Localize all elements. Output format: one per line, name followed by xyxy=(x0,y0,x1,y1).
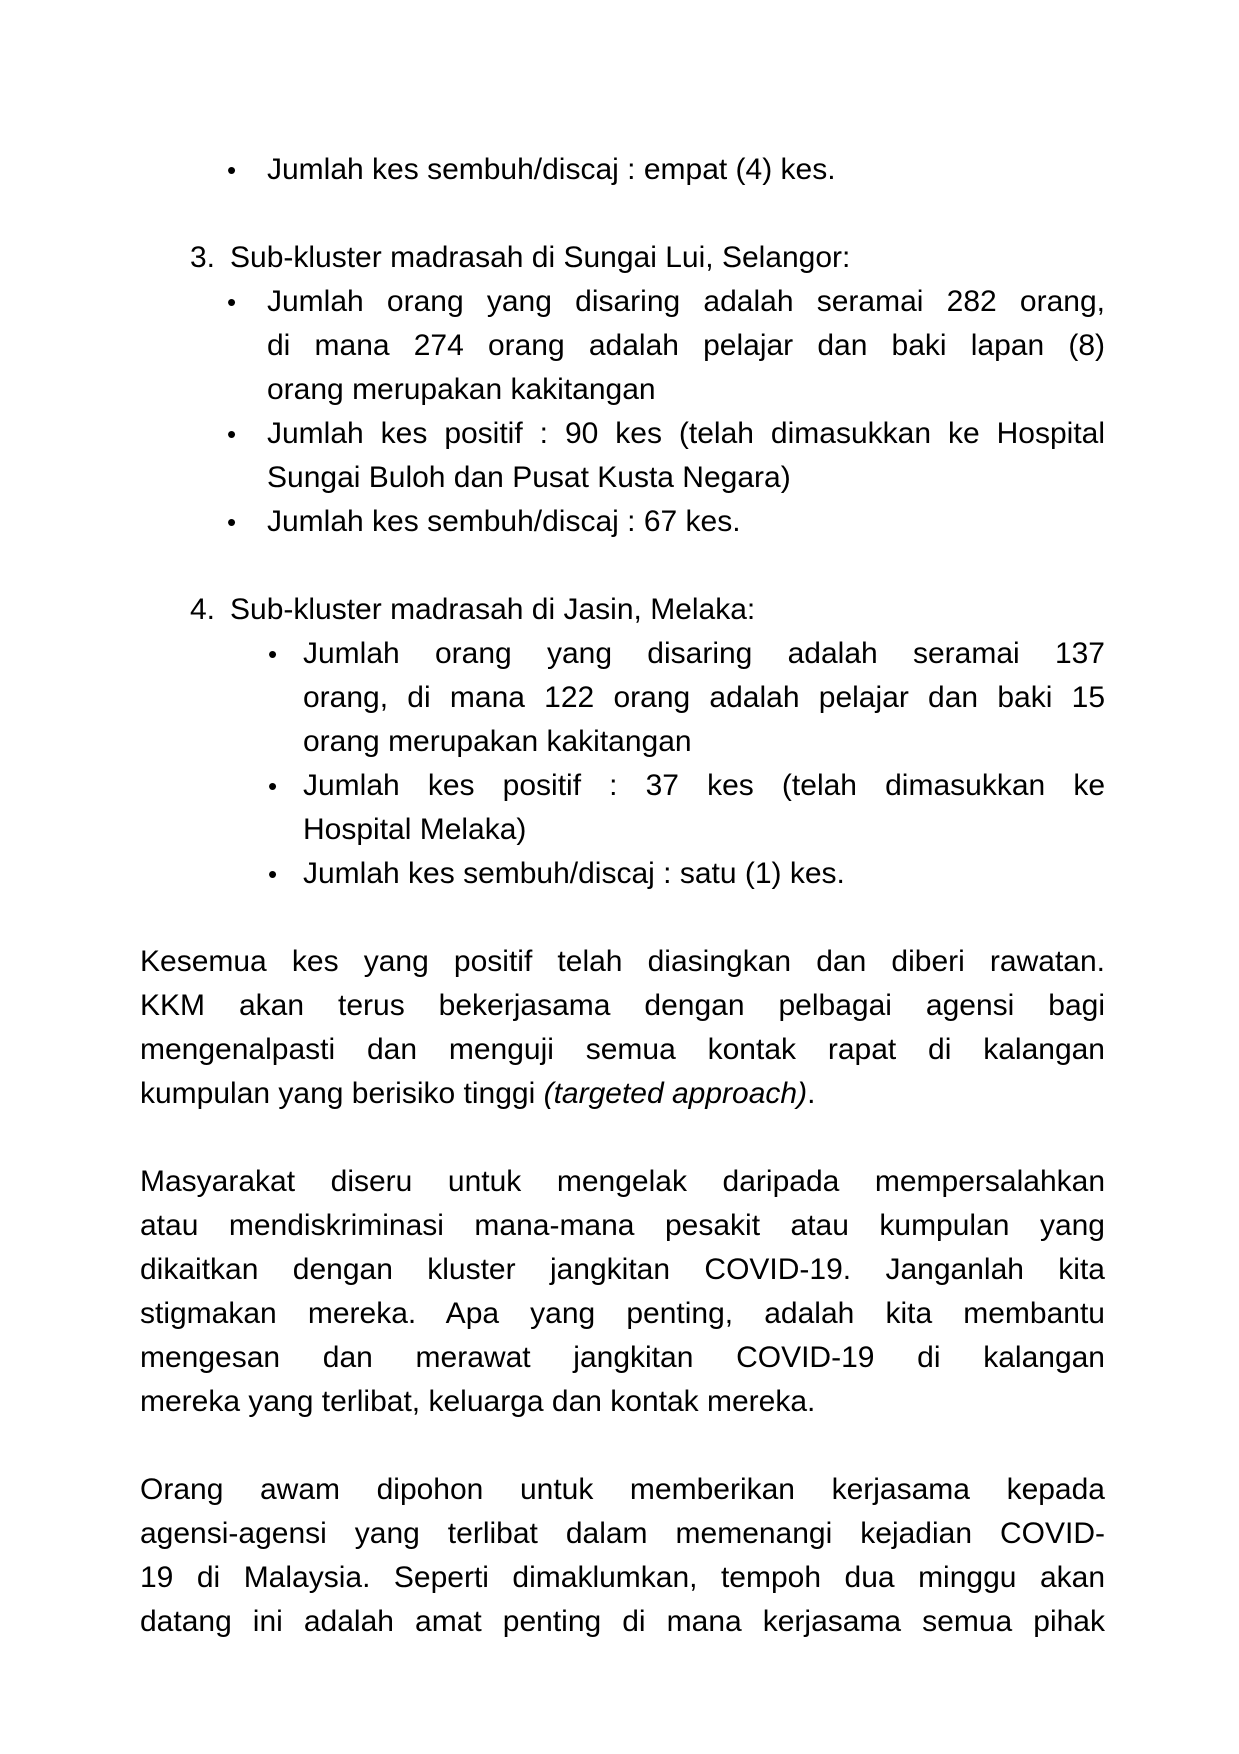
text-line: Sungai Buloh dan Pusat Kusta Negara) xyxy=(267,461,791,494)
text-line: Jumlah kes sembuh/discaj : empat (4) kes. xyxy=(267,153,836,186)
text-line: stigmakan mereka. Apa yang penting, adalah kita membantu xyxy=(140,1297,1105,1330)
text-line: mengenalpasti dan menguji semua kontak rapat di kalangan xyxy=(140,1033,1105,1066)
text-line: mereka yang terlibat, keluarga dan kontak mereka. xyxy=(140,1385,816,1418)
list-item xyxy=(140,764,1105,852)
text-line: agensi-agensi yang terlibat dalam memenangi kejadian COVID- xyxy=(140,1517,1105,1550)
text-line: Kesemua kes yang positif telah diasingkan dan diberi rawatan. xyxy=(140,945,1105,978)
numbered-heading-3 xyxy=(140,236,1105,280)
text-line: dikaitkan dengan kluster jangkitan COVID-19. Janganlah kita xyxy=(140,1253,1105,1286)
bullet-icon: • xyxy=(227,287,237,317)
list-item-text xyxy=(267,280,1105,412)
italic-text-run: (targeted approach) xyxy=(543,1077,808,1110)
text-line: datang ini adalah amat penting di mana kerjasama semua pihak xyxy=(140,1605,1105,1638)
bullet-icon: • xyxy=(268,639,278,669)
list-item-text xyxy=(303,852,1105,896)
text-line: KKM akan terus bekerjasama dengan pelbagai agensi bagi xyxy=(140,989,1105,1022)
text-line: orang merupakan kakitangan xyxy=(303,725,692,758)
numbered-heading-4 xyxy=(140,588,1105,632)
list-item-text xyxy=(303,632,1105,764)
text-line: orang, di mana 122 orang adalah pelajar dan baki 15 xyxy=(303,681,1105,714)
text-line: orang merupakan kakitangan xyxy=(267,373,656,406)
bullet-icon: • xyxy=(227,507,237,537)
list-item-text xyxy=(267,412,1105,500)
bullet-icon: • xyxy=(227,419,237,449)
bullet-icon: • xyxy=(227,155,237,185)
paragraph xyxy=(140,1160,1105,1424)
paragraph xyxy=(140,940,1105,1116)
text-line: Jumlah kes positif : 90 kes (telah dimasukkan ke Hospital xyxy=(267,417,1105,450)
text-line: mengesan dan merawat jangkitan COVID-19 di kalangan xyxy=(140,1341,1105,1374)
bullet-icon: • xyxy=(268,859,278,889)
text-line: di mana 274 orang adalah pelajar dan baki lapan (8) xyxy=(267,329,1105,362)
text-line: Masyarakat diseru untuk mengelak daripada mempersalahkan xyxy=(140,1165,1105,1198)
list-item-text xyxy=(267,148,1105,192)
paragraph xyxy=(140,1468,1105,1644)
list-item xyxy=(140,632,1105,764)
heading-text: Sub-kluster madrasah di Sungai Lui, Selangor: xyxy=(230,241,851,274)
text-line: Jumlah orang yang disaring adalah seramai 137 xyxy=(303,637,1105,670)
text-line: Jumlah kes sembuh/discaj : 67 kes. xyxy=(267,505,741,538)
text-line: Orang awam dipohon untuk memberikan kerjasama kepada xyxy=(140,1473,1105,1506)
list-item xyxy=(140,412,1105,500)
list-item-text xyxy=(267,500,1105,544)
text-line: Jumlah kes positif : 37 kes (telah dimasukkan ke xyxy=(303,769,1105,802)
heading-text: Sub-kluster madrasah di Jasin, Melaka: xyxy=(230,593,756,626)
list-item xyxy=(140,500,1105,544)
list-number: 3. xyxy=(190,241,216,274)
text-line: Jumlah kes sembuh/discaj : satu (1) kes. xyxy=(303,857,845,890)
list-number: 4. xyxy=(190,593,216,626)
text-line: Hospital Melaka) xyxy=(303,813,527,846)
text-line: atau mendiskriminasi mana-mana pesakit atau kumpulan yang xyxy=(140,1209,1105,1242)
text-line xyxy=(140,1072,1105,1116)
list-item xyxy=(140,148,1105,192)
list-item xyxy=(140,852,1105,896)
text-line: 19 di Malaysia. Seperti dimaklumkan, tempoh dua minggu akan xyxy=(140,1561,1105,1594)
text-run: kumpulan yang berisiko tinggi xyxy=(140,1077,544,1110)
bullet-icon: • xyxy=(268,771,278,801)
list-item-text xyxy=(303,764,1105,852)
list-item xyxy=(140,280,1105,412)
text-line: Jumlah orang yang disaring adalah seramai 282 orang, xyxy=(267,285,1105,318)
text-run: . xyxy=(807,1077,816,1110)
